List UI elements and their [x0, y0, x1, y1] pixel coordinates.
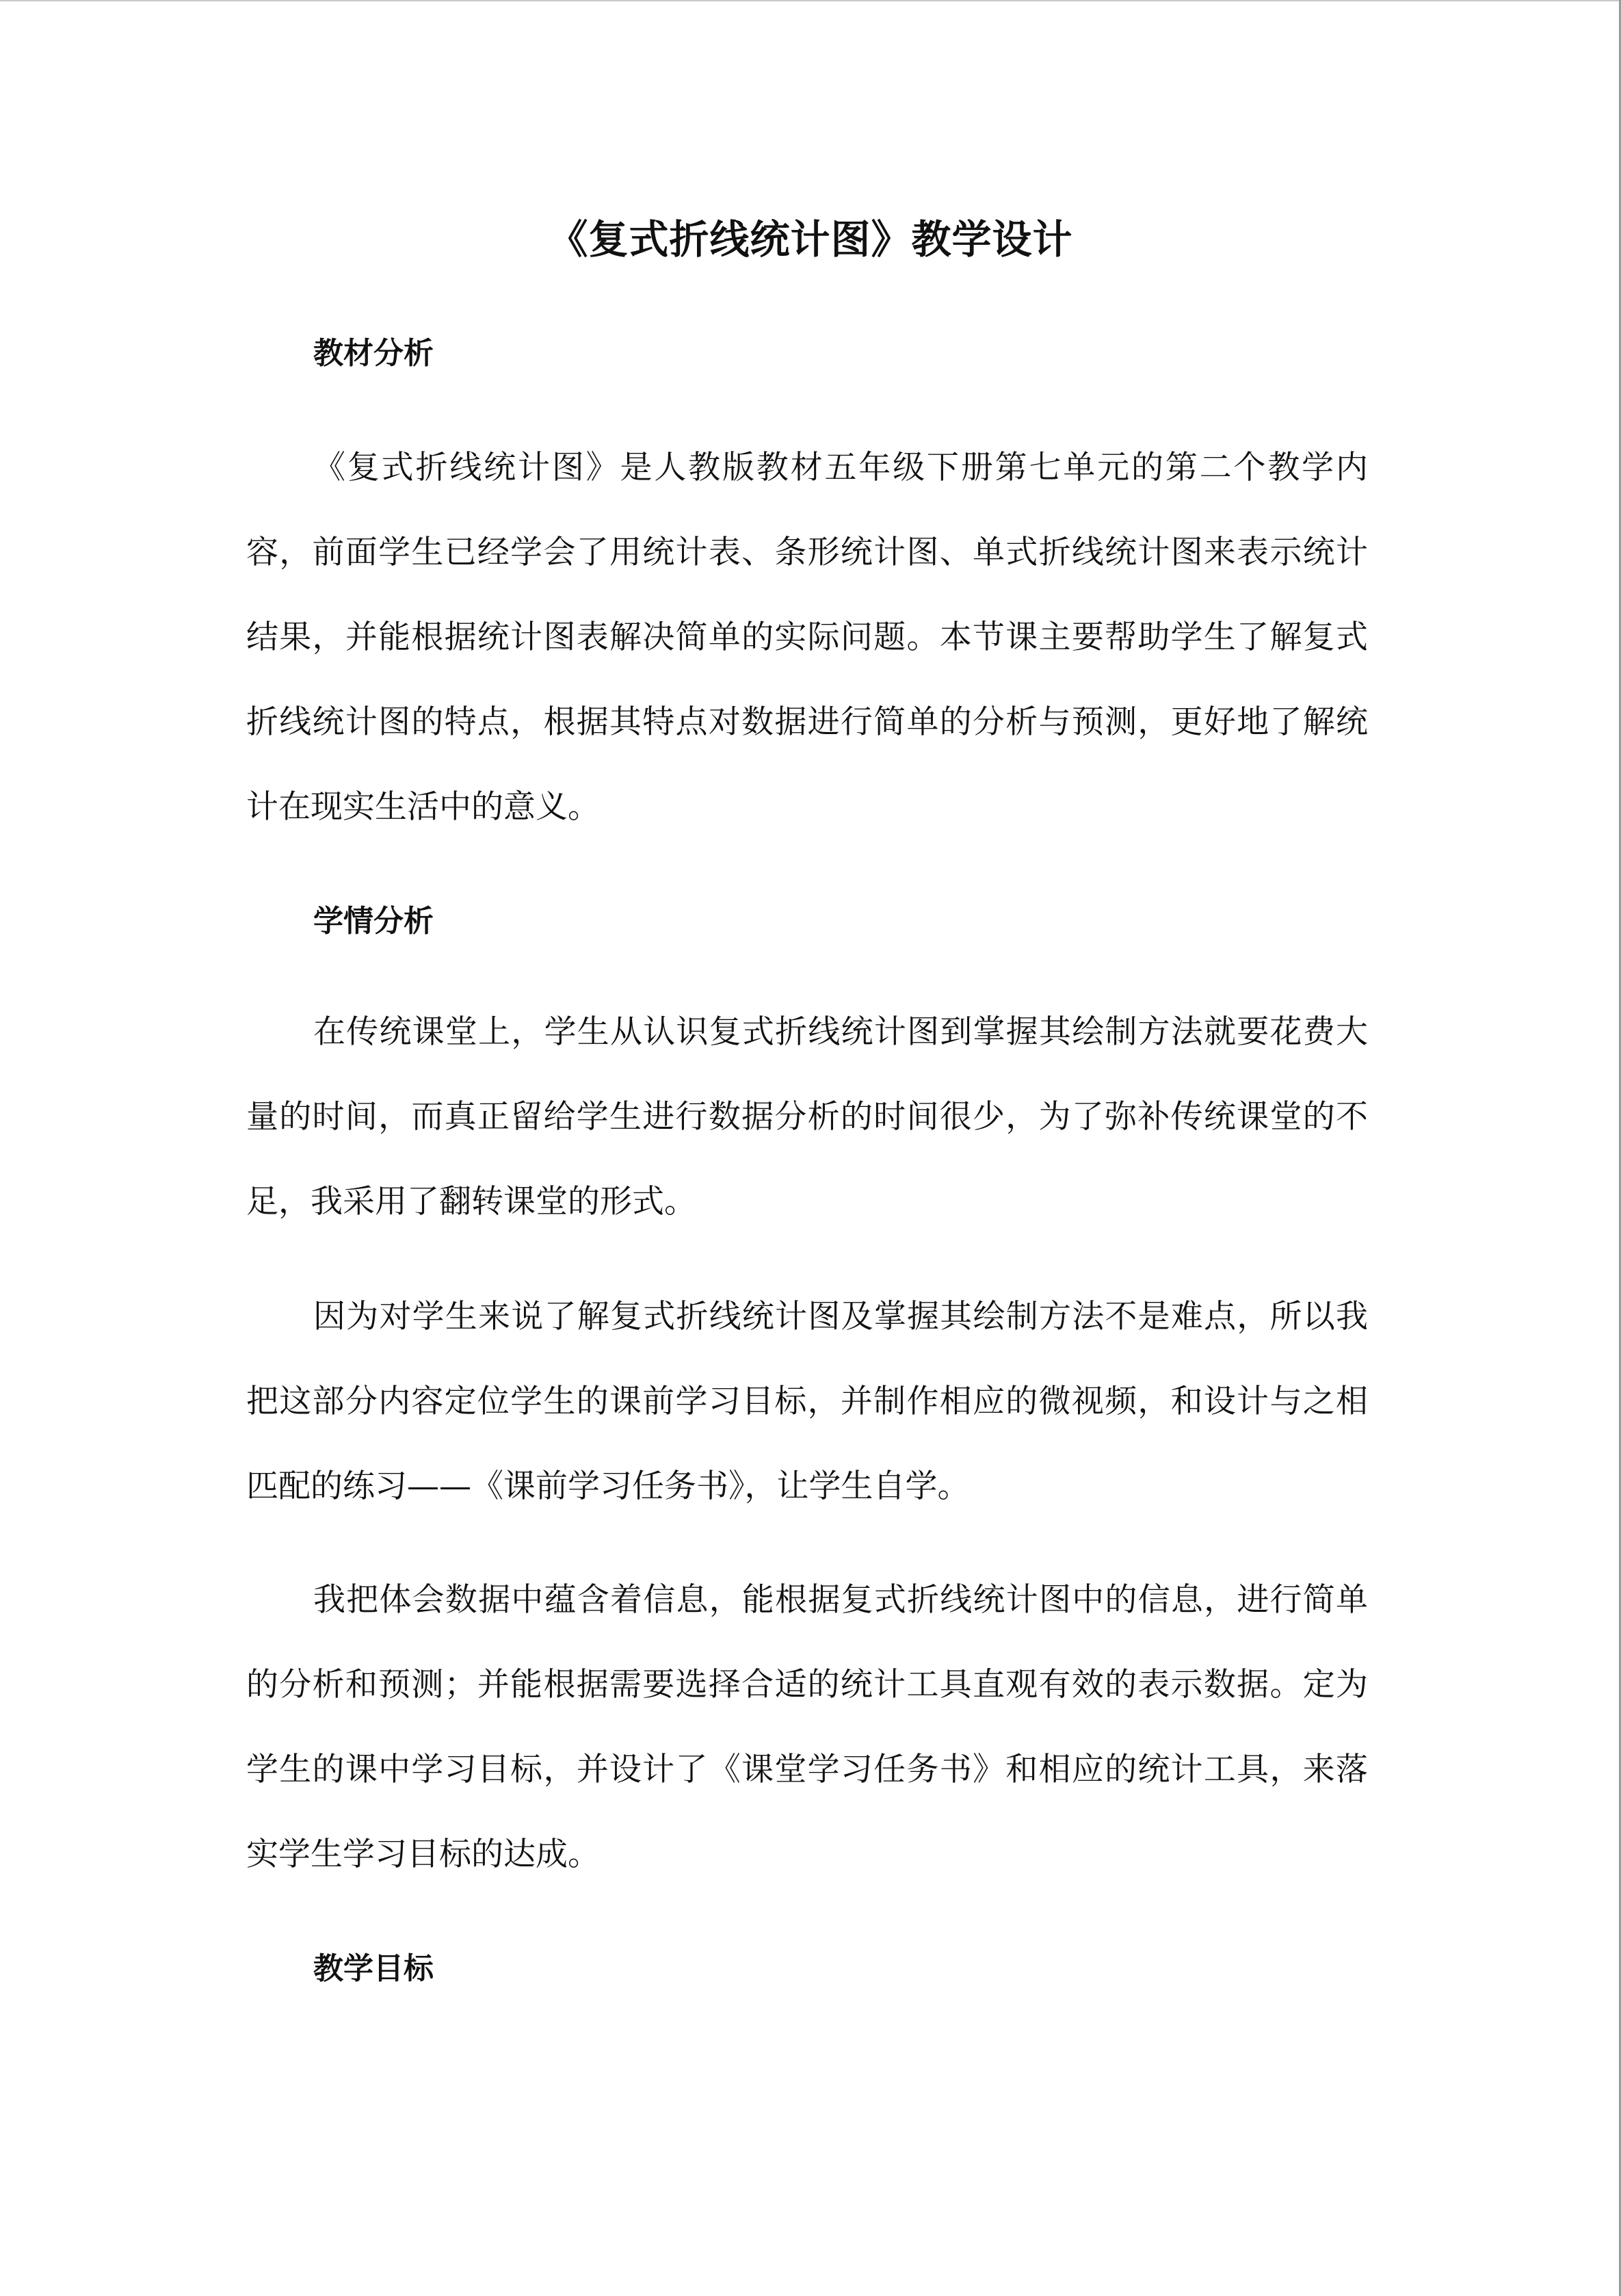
- paragraph-learner-analysis-1: 在传统课堂上，学生从认识复式折线统计图到掌握其绘制方法就要花费大量的时间，而真正留给学生进行数据分析的时间很少，为了弥补传统课堂的不足，我采用了翻转课堂的形式。: [246, 1013, 1368, 1221]
- paragraph-learner-analysis-2: 因为对学生来说了解复式折线统计图及掌握其绘制方法不是难点，所以我把这部分内容定位学生的课前学习目标，并制作相应的微视频，和设计与之相匹配的练习——《课前学习任务书》，让学生自学。: [246, 1298, 1368, 1505]
- page-top-edge: [0, 0, 1621, 1]
- section-heading-learner: 学情分析: [313, 904, 434, 939]
- section-heading-materials: 教材分析: [313, 336, 434, 371]
- section-heading-objectives: 教学目标: [313, 1951, 434, 1986]
- paragraph-materials-analysis: 《复式折线统计图》是人教版教材五年级下册第七单元的第二个教学内容，前面学生已经学会了用统计表、条形统计图、单式折线统计图来表示统计结果，并能根据统计图表解决简单的实际问题。本节课主要帮助学生了解复式折线统计图的特点，根据其特点对数据进行简单的分析与预测，更好地了解统计在现实生活中的意义。: [246, 449, 1368, 826]
- paragraph-learner-analysis-3: 我把体会数据中蕴含着信息，能根据复式折线统计图中的信息，进行简单的分析和预测；并能根据需要选择合适的统计工具直观有效的表示数据。定为学生的课中学习目标，并设计了《课堂学习任务书》和相应的统计工具，来落实学生学习目标的达成。: [246, 1581, 1368, 1873]
- document-title: 《复式折线统计图》教学设计: [548, 216, 1073, 263]
